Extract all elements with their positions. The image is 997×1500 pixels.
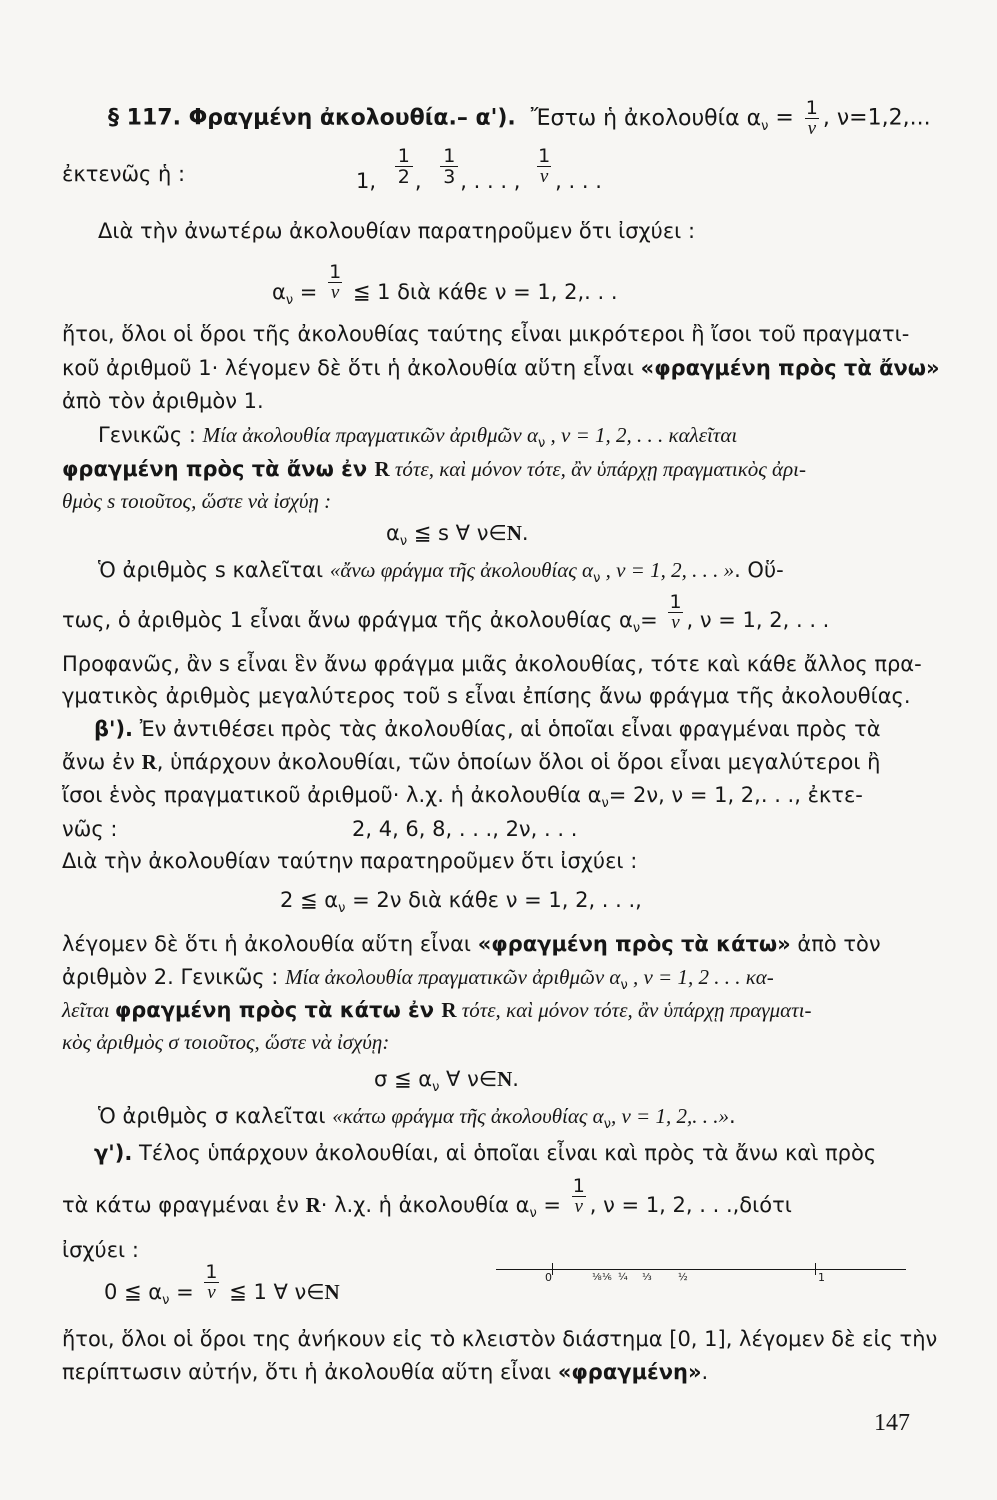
lower-bound-line-1: λέγομεν δὲ ὅτι ἡ ἀκολουθία αὕτη εἶναι «φραγμένη πρὸς τὰ κάτω» ἀπὸ τὸν [62,932,881,956]
intro-text: Ἔστω ἡ ἀκολουθία α [530,105,762,131]
part-b-line-3: ἴσοι ἑνὸς πραγματικοῦ ἀριθμοῦ· λ.χ. ἡ ἀκολουθία $\alpha_\nu= 2\nu$, ν = 1, 2,. . ., ἐκτε- [62,783,863,812]
paragraph-2-line-1: ἤτοι, ὅλοι οἱ ὅροι τῆς ἀκολουθίας ταύτης εἶναι μικρότεροι ἢ ἴσοι τοῦ πραγματι- [62,322,910,346]
expanded-sequence: 1, $\frac{1}{2}$ , $\frac{1}{3}$ , . . . , $\frac{1}{\nu}$ , . . . [356,145,602,193]
paragraph-1: Διὰ τὴν ἀνωτέρω ἀκολουθίαν παρατηροῦμεν ὅτι ἰσχύει : [98,219,696,243]
label-zero: 0 [545,1271,552,1284]
label-eighth: ⅛ [592,1272,602,1283]
definition-1-line-1: Γενικῶς : Μία ἀκολουθία πραγματικῶν ἀριθμῶν $\alpha_\nu$ , ν = 1, 2, . . . καλεῖται [98,423,738,452]
part-c-line-3: ἰσχύει : [62,1238,139,1262]
paragraph-2-line-3: ἀπὸ τὸν ἀριθμὸν 1. [62,389,264,413]
fraction-1-over-3: $\frac{1}{3}$ [440,146,458,187]
lower-bound-line-4: κὸς ἀριθμὸς σ τοιοῦτος, ὥστε νὰ ἰσχύῃ: [62,1030,390,1054]
section-heading: § 117. Φραγμένη ἀκολουθία. [108,105,457,131]
equation-1: $\alpha_\nu$ = $\frac{1}{\nu}$ ≦ 1 διὰ κάθε ν = 1, 2,. . . [272,261,618,308]
upper-bound-line-2: τως, ὁ ἀριθμὸς 1 εἶναι ἄνω φράγμα τῆς ἀκολουθίας $\alpha_\nu=$ $\frac{1}{\nu}$ , ν = 1, 2, . . . [62,591,830,636]
label-third: ⅓ [642,1272,652,1283]
lower-bound-line-3: λεῖται φραγμένη πρὸς τὰ κάτω ἐν R τότε, καὶ μόνον τότε, ἂν ὑπάρχῃ πραγματι- [62,998,812,1022]
label-one: 1 [818,1271,825,1284]
tick-zero [552,1263,553,1275]
tick-one [815,1263,816,1275]
part-b-line-1: β'). Ἐν ἀντιθέσει πρὸς τὰς ἀκολουθίας, αἱ ὁποῖαι εἶναι φραγμέναι πρὸς τὰ [94,717,881,741]
label-half: ½ [678,1272,688,1283]
part-c-line-1: γ'). Τέλος ὑπάρχουν ἀκολουθίαι, αἱ ὁποῖαι εἶναι καὶ πρὸς τὰ ἄνω καὶ πρὸς [94,1141,877,1165]
fraction-1-over-2: $\frac{1}{2}$ [395,146,413,187]
obviously-line-2: γματικὸς ἀριθμὸς μεγαλύτερος τοῦ s εἶναι ἐπίσης ἄνω φράγμα τῆς ἀκολουθίας. [62,684,911,708]
fraction-eq5: $\frac{1}{\nu}$ [205,1261,218,1303]
final-line-1: ἤτοι, ὅλοι οἱ ὅροι της ἀνήκουν εἰς τὸ κλειστὸν διάστημα [0, 1], λέγομεν δὲ εἰς τὴν [62,1327,938,1351]
label-quarter: ¼ [618,1272,628,1283]
section-heading-line [108,98,931,140]
upper-bound-line-1: Ὁ ἀριθμὸς s καλεῖται «ἄνω φράγμα τῆς ἀκολουθίας $\alpha_\nu$ , ν = 1, 2, . . . ». Οὕ- [98,558,784,587]
equation-2: $\alpha_\nu$ ≦ s ∀ ν∈N. [386,521,529,550]
part-c-line-2: τὰ κάτω φραγμέναι ἐν R· λ.χ. ἡ ἀκολουθία $\alpha_\nu$ = $\frac{1}{\nu}$ , ν = 1, 2, . . .,διότι [62,1175,792,1221]
fraction-ub: $\frac{1}{\nu}$ [669,591,682,633]
lower-bound-naming: Ὁ ἀριθμὸς σ καλεῖται «κάτω φράγμα τῆς ἀκολουθίας $\alpha_\nu$, ν = 1, 2,. . .». [98,1104,736,1133]
equals: = [775,105,794,131]
terms-tail: , . . . , [460,168,521,193]
fraction-1-over-nu: $\frac{1}{\nu}$ [805,97,818,139]
equation-5: 0 ≦ $\alpha_\nu$ = $\frac{1}{\nu}$ ≦ 1 ∀ ν∈N [104,1261,340,1308]
fraction-1-over-nu-2: $\frac{1}{\nu}$ [538,145,551,187]
expanded-end: , . . . [555,168,602,193]
part-a-mark: – α'). [456,105,516,131]
final-line-2: περίπτωσιν αὐτήν, ὅτι ἡ ἀκολουθία αὕτη εἶναι «φραγμένη». [62,1360,709,1384]
number-line-axis [496,1269,906,1270]
paragraph-2-line-2: κοῦ ἀριθμοῦ 1· λέγομεν δὲ ὅτι ἡ ἀκολουθία αὕτη εἶναι «φραγμένη πρὸς τὰ ἄνω» [62,356,940,380]
equation-4: σ ≦ $\alpha_\nu$ ∀ ν∈N. [374,1067,519,1096]
fraction-eq1: $\frac{1}{\nu}$ [329,261,342,303]
part-b-line-2: ἄνω ἐν R, ὑπάρχουν ἀκολουθίαι, τῶν ὁποίων ὅλοι οἱ ὅροι εἶναι μεγαλύτεροι ἢ [62,750,881,774]
intro-tail: , ν=1,2,... [822,105,931,131]
part-b-line-4a: νῶς : [62,817,118,841]
definition-1-line-2: φραγμένη πρὸς τὰ ἄνω ἐν R τότε, καὶ μόνον τότε, ἂν ὑπάρχῃ πραγματικὸς ἀρι- [62,457,806,481]
first-term: 1, [356,168,377,193]
page-number: 147 [874,1410,910,1436]
fraction-c: $\frac{1}{\nu}$ [572,1175,585,1217]
part-b-line-5: Διὰ τὴν ἀκολουθίαν ταύτην παρατηροῦμεν ὅτι ἰσχύει : [62,849,638,873]
part-b-line-4b: 2, 4, 6, 8, . . ., 2ν, . . . [352,817,578,841]
subscript: ν [761,118,769,134]
equation-3: 2 ≦ $\alpha_\nu = 2\nu$ διὰ κάθε ν = 1, 2, . . ., [280,888,642,917]
obviously-line-1: Προφανῶς, ἂν s εἶναι ἓν ἄνω φράγμα μιᾶς ἀκολουθίας, τότε καὶ κάθε ἄλλος πρα- [62,652,922,676]
expanded-label: ἐκτενῶς ἡ : [62,162,186,186]
label-sixth: ⅙ [602,1272,612,1283]
definition-1-line-3: θμὸς s τοιοῦτος, ὥστε νὰ ἰσχύῃ : [62,489,332,513]
lower-bound-line-2: ἀριθμὸν 2. Γενικῶς : Μία ἀκολουθία πραγματικῶν ἀριθμῶν $\alpha_\nu$ , ν = 1, 2 . . . κα- [62,965,774,994]
